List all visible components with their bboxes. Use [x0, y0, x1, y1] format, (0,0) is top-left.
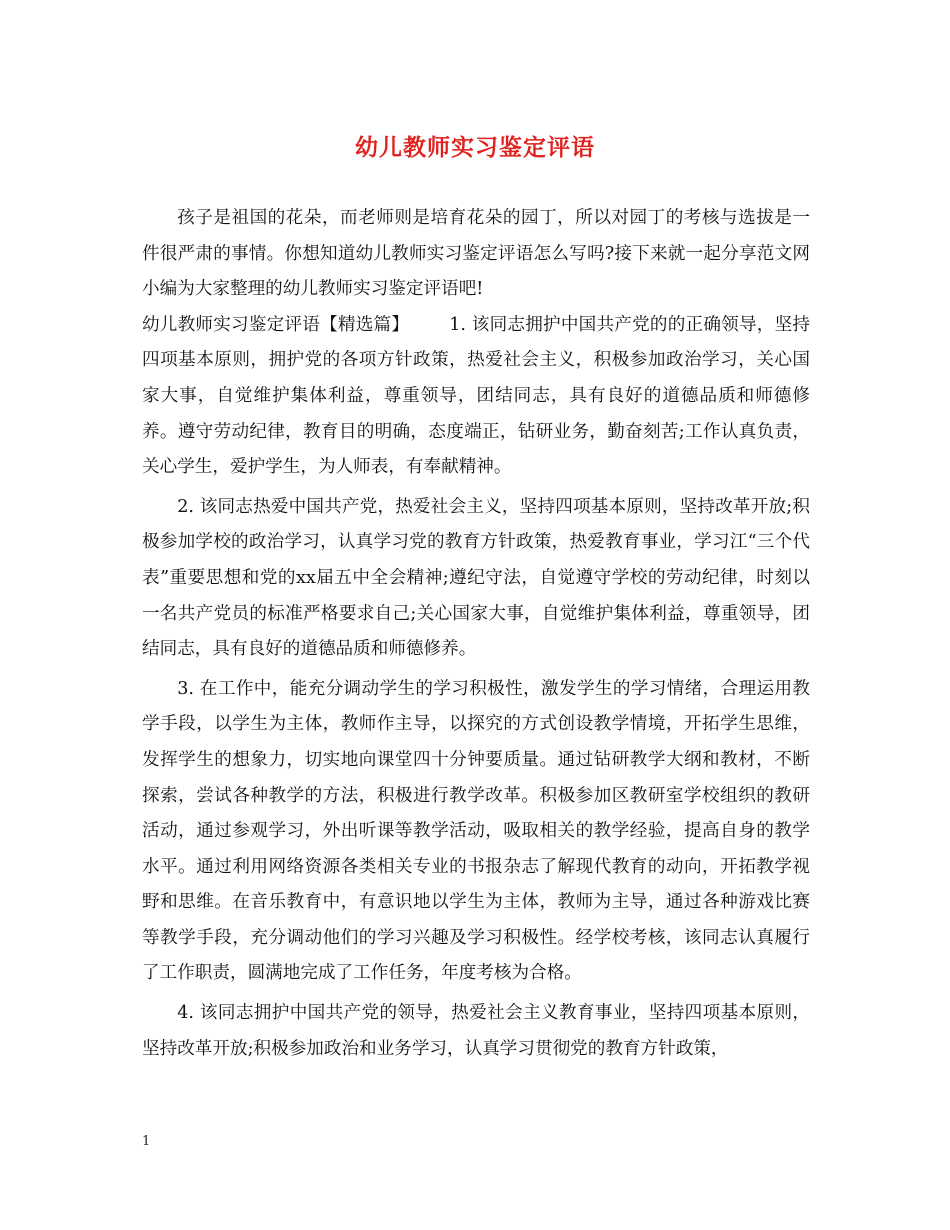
item-3-paragraph: 3. 在工作中，能充分调动学生的学习积极性，激发学生的学习情绪，合理运用教学手段，以学生为主体，教师作主导，以探究的方式创设教学情境，开拓学生思维，发挥学生的想象力，切实地向课堂四十分钟要质量。通过钻研教学大纲和教材，不断探索，尝试各种教学的方法，积极进行教学改革。积极参加区教研室学校组织的教研活动，通过参观学习，外出听课等教学活动，吸取相关的教学经验，提高自身的教学水平。通过利用网络资源各类相关专业的书报杂志了解现代教育的动向，开拓教学视野和思维。在音乐教育中，有意识地以学生为主体，教师为主导，通过各种游戏比赛等教学手段，充分调动他们的学习兴趣及学习积极性。经学校考核，该同志认真履行了工作职责，圆满地完成了工作任务，年度考核为合格。: [142, 678, 810, 984]
item-1-text: 1. 该同志拥护中国共产党的的正确领导，坚持四项基本原则，拥护党的各项方针政策，热爱社会主义，积极参加政治学习，关心国家大事，自觉维护集体利益，尊重领导，团结同志，具有良好的道德品质和师德修养。遵守劳动纪律，教育目的明确，态度端正，钻研业务，勤奋刻苦;工作认真负责，关心学生，爱护学生，为人师表，有奉献精神。: [142, 314, 810, 478]
section-paragraph: [142, 308, 810, 486]
intro-paragraph: 孩子是祖国的花朵，而老师则是培育花朵的园丁，所以对园丁的考核与选拔是一件很严肃的事情。你想知道幼儿教师实习鉴定评语怎么写吗?接下来就一起分享范文网小编为大家整理的幼儿教师实习鉴定评语吧!: [142, 208, 810, 300]
document-title: 幼儿教师实习鉴定评语: [355, 134, 595, 161]
item-4-paragraph: 4. 该同志拥护中国共产党的领导，热爱社会主义教育事业，坚持四项基本原则，坚持改革开放;积极参加政治和业务学习，认真学习贯彻党的教育方针政策，: [142, 1003, 810, 1059]
document-body: [142, 201, 810, 1067]
page-number: 1: [142, 1134, 151, 1149]
section-heading: 幼儿教师实习鉴定评语【精选篇】: [142, 314, 410, 335]
item-2-paragraph: 2. 该同志热爱中国共产党，热爱社会主义，坚持四项基本原则，坚持改革开放;积极参加学校的政治学习，认真学习党的教育方针政策，热爱教育事业，学习江“三个代表”重要思想和党的xx届五中全会精神;遵纪守法，自觉遵守学校的劳动纪律，时刻以一名共产党员的标准严格要求自己;关心国家大事，自觉维护集体利益，尊重领导，团结同志，具有良好的道德品质和师德修养。: [142, 496, 810, 660]
